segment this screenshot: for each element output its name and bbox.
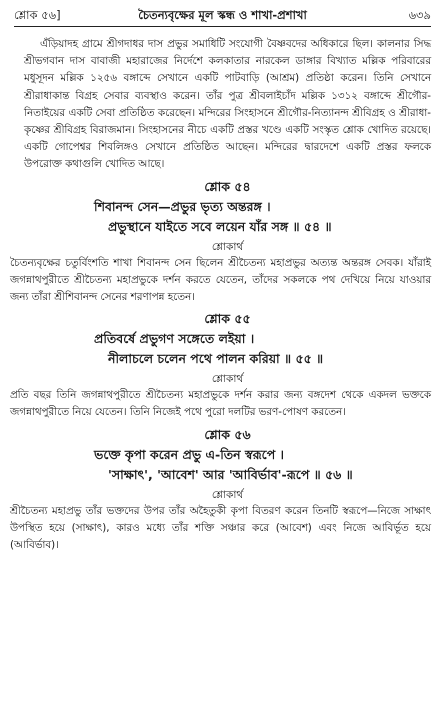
translation-paragraph: প্রতি বছর তিনি জগন্নাথপুরীতে শ্রীচৈতন্য মহাপ্রভুকে দর্শন করার জন্য বঙ্গদেশ থেকে একদল ভক্তকে জগন্নাথপুরীতে নিয়ে যেতেন। তিনি নিজেই পথে পুরো দলটির ভরণ-পোষণ করতেন। <box>10 389 431 419</box>
verse-line: প্রভুস্থানে যাইতে সবে লয়েন যাঁর সঙ্গ ॥ ৫৪ ॥ <box>108 218 332 234</box>
header-chapter-title: চৈতন্যবৃক্ষের মূল স্কন্ধ ও শাখা-প্রশাখা <box>138 8 307 22</box>
intro-paragraph: এঁড়িয়াদহ গ্রামে শ্রীগদাধর দাস প্রভুর সমাধিটি সংযোগী বৈষ্ণবদের অধিকারে ছিল। কালনার সিদ্ধ শ্রীভগবান দাস বাবাজী মহারাজের নির্দেশে কলকাতার নারকেল ডাঙ্গার বিখ্যাত মল্লিক পরিবারের মধুসূদন মল্লিক ১২৫৬ বঙ্গাব্দে সেখানে একটি পাটবাড়ি (আশ্রম) প্রতিষ্ঠা করেন। তিনি সেখানে শ্রীরাধাকান্ত বিগ্রহ সেবার ব্যবস্থাও করেন। তাঁর পুত্র শ্রীবলাইচাঁদ মল্লিক ১৩১২ বঙ্গাব্দে শ্রীগৌর-নিতাইয়ের একটি সেবা প্রতিষ্ঠিত করেছেন। মন্দিরের সিংহাসনে শ্রীগৌর-নিত্যানন্দ শ্রীবিগ্রহ ও শ্রীরাধা-কৃষ্ণের শ্রীবিগ্রহ বিরাজমান। সিংহাসনের নীচে একটি প্রস্তর খণ্ডে একটি সংস্কৃত শ্লোক খোদিত রয়েছে। একটি গোপেশ্বর শিবলিঙ্গও সেখানে প্রতিষ্ঠিত আছেন। মন্দিরের দ্বারদেশে একটি প্রস্তর ফলকে উপরোক্ত কথাগুলি খোদিত আছে। <box>24 38 431 171</box>
sloka-heading: শ্লোক ৫৪ <box>204 178 251 194</box>
translation-paragraph: চৈতন্যবৃক্ষের চতুর্বিংশতি শাখা শিবানন্দ সেন ছিলেন শ্রীচৈতন্য মহাপ্রভুর অত্যন্ত অন্তরঙ্গ সেবক। যাঁরাই জগন্নাথপুরীতে শ্রীচৈতন্য মহাপ্রভুকে দর্শন করতে যেতেন, তাঁদের সকলকে পথ দেখিয়ে নিয়ে যাওয়ার জন্য তাঁরা শ্রীশিবানন্দ সেনের শরণাপন্ন হতেন। <box>10 256 431 304</box>
translation-label: শ্লোকার্থ <box>211 373 244 386</box>
sloka-56 <box>10 426 431 555</box>
page-body <box>10 36 431 554</box>
verse-line: ভক্তে কৃপা করেন প্রভু এ-তিন স্বরূপে । <box>94 446 284 462</box>
sloka-54 <box>10 178 431 307</box>
page-number: ৬৩৯ <box>408 8 431 22</box>
header-verse-ref: শ্লোক ৫৬] <box>14 8 61 22</box>
running-header <box>14 4 431 27</box>
verse-line: 'সাক্ষাৎ', 'আবেশ' আর 'আবির্ভাব'-রূপে ॥ ৫৬ ॥ <box>108 466 353 482</box>
translation-label: শ্লোকার্থ <box>211 488 244 501</box>
sloka-heading: শ্লোক ৫৬ <box>204 426 251 442</box>
sloka-heading: শ্লোক ৫৫ <box>204 311 251 327</box>
verse-line: নীলাচলে চলেন পথে পালন করিয়া ॥ ৫৫ ॥ <box>108 351 324 367</box>
sloka-55 <box>10 310 431 421</box>
translation-label: শ্লোকার্থ <box>211 240 244 253</box>
verse-line: শিবানন্দ সেন—প্রভুর ভৃত্য অন্তরঙ্গ । <box>94 198 271 214</box>
verse-line: প্রতিবর্ষে প্রভুগণ সঙ্গেতে লইয়া । <box>94 331 255 347</box>
translation-paragraph: শ্রীচৈতন্য মহাপ্রভু তাঁর ভক্তদের উপর তাঁর অহৈতুকী কৃপা বিতরণ করেন তিনটি স্বরূপে—নিজে সাক্ষাৎ উপস্থিত হয়ে (সাক্ষাৎ), কারও মধ্যে তাঁর শক্তি সঞ্চার করে (আবেশ) এবং নিজে আবির্ভূত হয়ে (আবির্ভাব)। <box>10 504 431 552</box>
